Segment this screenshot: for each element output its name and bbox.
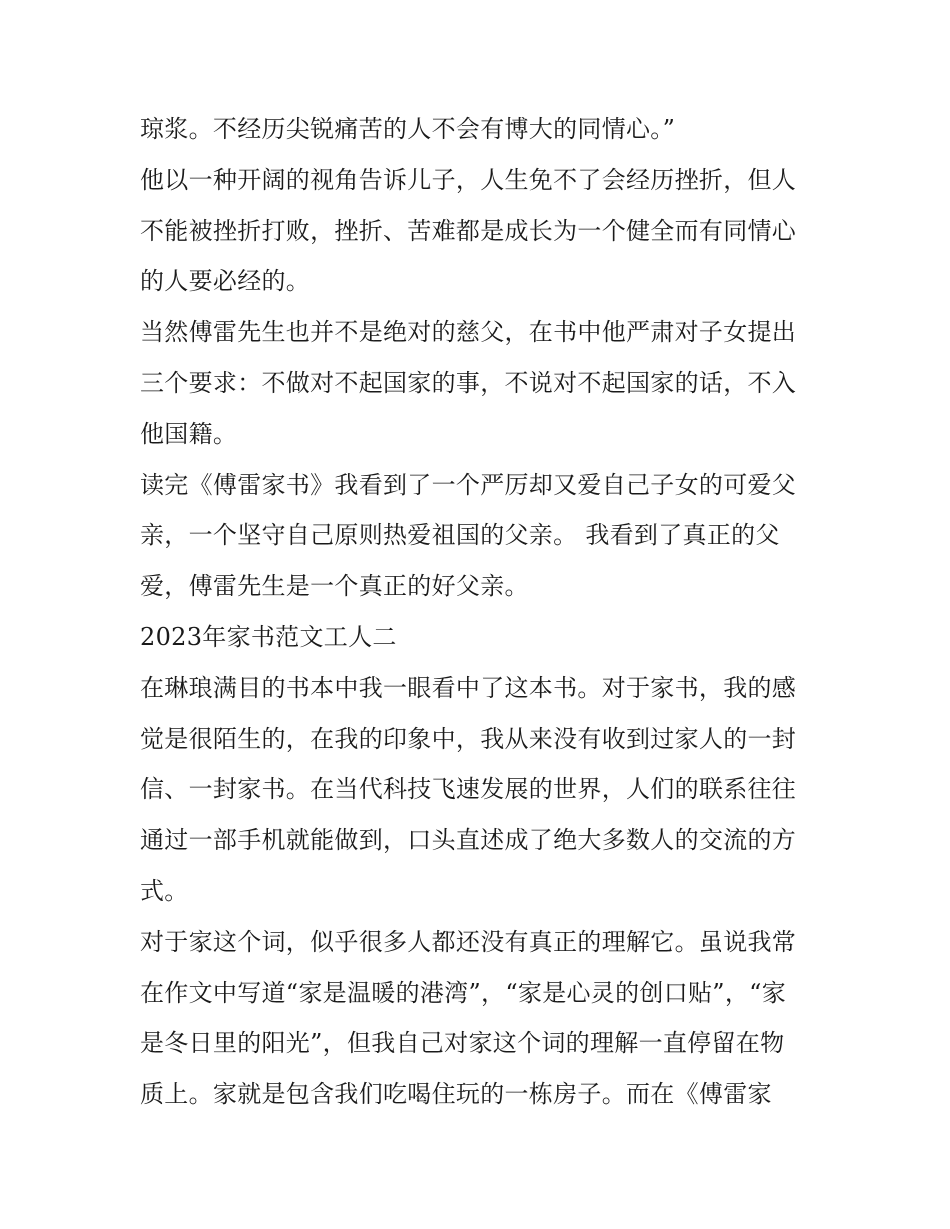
text-line: 当然傅雷先生也并不是绝对的慈父，在书中他严肃对子女提出 bbox=[140, 318, 797, 347]
text-line: 的人要必经的。 bbox=[140, 267, 311, 296]
text-line: 琼浆。不经历尖锐痛苦的人不会有博大的同情心。” bbox=[140, 115, 676, 143]
text-line: 觉是很陌生的，在我的印象中，我从来没有收到过家人的一封 bbox=[140, 724, 797, 753]
text-line: 式。 bbox=[140, 876, 189, 905]
text-line: 他国籍。 bbox=[140, 419, 238, 448]
text-line: 是冬日里的阳光”，但我自己对家这个词的理解一直停留在物 bbox=[140, 1029, 785, 1058]
text-line: 质上。家就是包含我们吃喝住玩的一栋房子。而在《傅雷家 bbox=[140, 1080, 772, 1109]
text-line: 读完《傅雷家书》我看到了一个严厉却又爱自己子女的可爱父 bbox=[140, 470, 797, 499]
text-line: 亲，一个坚守自己原则热爱祖国的父亲。 我看到了真正的父 bbox=[140, 521, 780, 550]
text-line: 通过一部手机就能做到，口头直述成了绝大多数人的交流的方 bbox=[140, 826, 797, 855]
text-line: 三个要求：不做对不起国家的事，不说对不起国家的话，不入 bbox=[140, 368, 797, 397]
text-line: 不能被挫折打败，挫折、苦难都是成长为一个健全而有同情心 bbox=[140, 216, 797, 245]
section-heading: 2023年家书范文工人二 bbox=[140, 622, 397, 651]
text-line: 在琳琅满目的书本中我一眼看中了这本书。对于家书，我的感 bbox=[140, 673, 797, 702]
document-body bbox=[140, 104, 820, 1120]
text-line: 爱，傅雷先生是一个真正的好父亲。 bbox=[140, 572, 529, 601]
text-line: 在作文中写道“家是温暖的港湾”，“家是心灵的创口贴”，“家 bbox=[140, 978, 787, 1007]
text-line: 信、一封家书。在当代科技飞速发展的世界，人们的联系往往 bbox=[140, 775, 797, 804]
text-line: 对于家这个词，似乎很多人都还没有真正的理解它。虽说我常 bbox=[140, 927, 797, 956]
text-line: 他以一种开阔的视角告诉儿子，人生免不了会经历挫折，但人 bbox=[140, 165, 797, 194]
